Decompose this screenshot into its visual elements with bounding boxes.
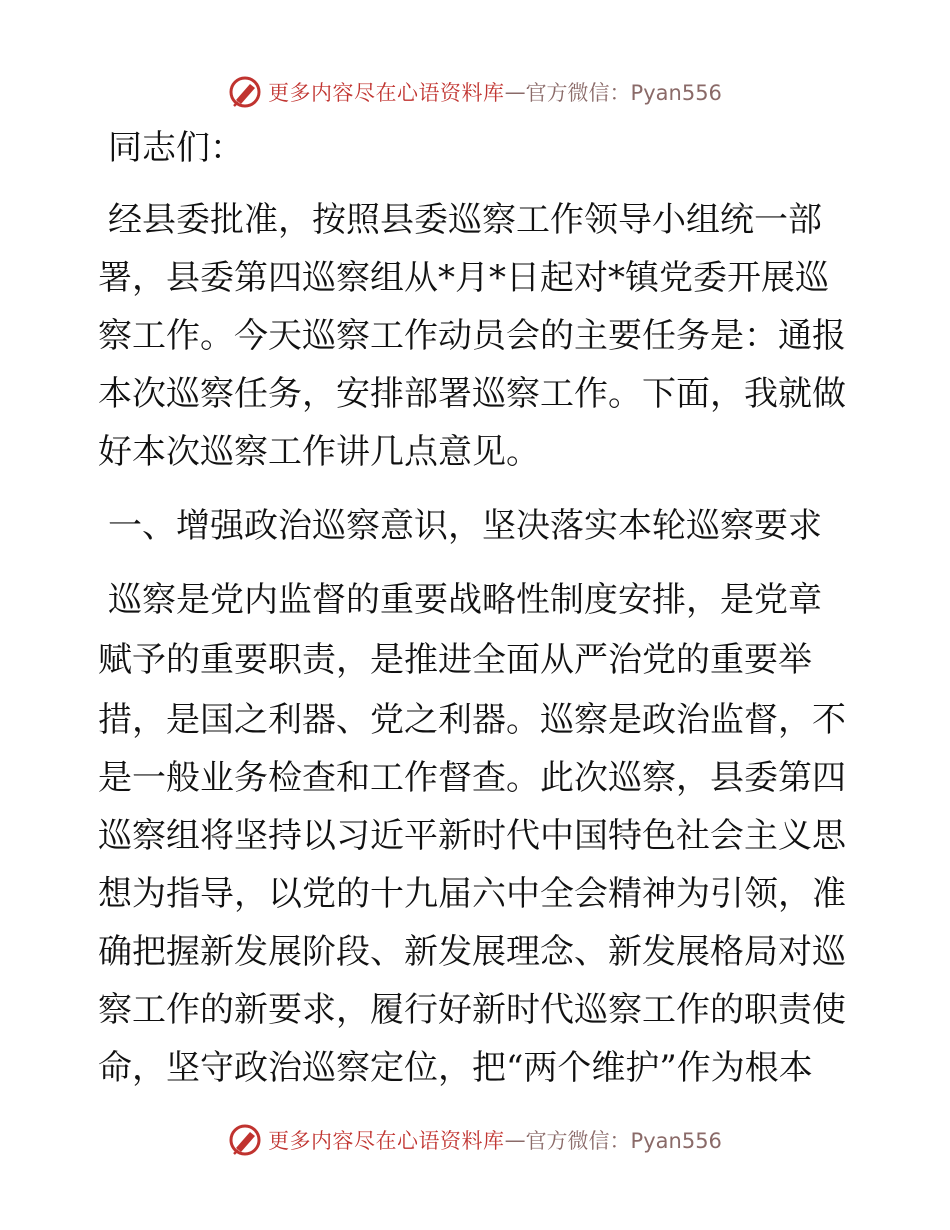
banner-brand-text: 更多内容尽在心语资料库 <box>268 1129 505 1153</box>
para2-line-6: 想为指导，以党的十九届六中全会精神为引领，准 <box>98 874 846 914</box>
banner-brand-text: 更多内容尽在心语资料库 <box>268 81 505 105</box>
para1-line-3: 察工作。今天巡察工作动员会的主要任务是：通报 <box>98 316 846 356</box>
para1-line-5: 好本次巡察工作讲几点意见。 <box>98 432 540 472</box>
para2-line-8: 察工作的新要求，履行好新时代巡察工作的职责使 <box>98 990 846 1030</box>
para2-line-9: 命，坚守政治巡察定位，把“两个维护”作为根本 <box>98 1048 813 1088</box>
para2-line-1: 巡察是党内监督的重要战略性制度安排，是党章 <box>108 580 822 620</box>
banner-separator: — <box>504 80 526 104</box>
banner-account-text: 官方微信：Pyan556 <box>525 81 722 105</box>
pen-logo-icon <box>228 74 264 110</box>
para2-line-3: 措，是国之利器、党之利器。巡察是政治监督，不 <box>98 700 846 740</box>
banner-separator: — <box>504 1128 526 1152</box>
para2-line-2: 赋予的重要职责，是推进全面从严治党的重要举 <box>98 640 812 680</box>
para2-line-7: 确把握新发展阶段、新发展理念、新发展格局对巡 <box>98 932 846 972</box>
header-banner <box>0 70 950 114</box>
greeting: 同志们： <box>108 128 244 168</box>
footer-banner <box>0 1118 950 1162</box>
para2-line-5: 巡察组将坚持以习近平新时代中国特色社会主义思 <box>98 816 846 856</box>
para1-line-4: 本次巡察任务，安排部署巡察工作。下面，我就做 <box>98 374 846 414</box>
para2-line-4: 是一般业务检查和工作督查。此次巡察，县委第四 <box>98 758 846 798</box>
para1-line-2: 署，县委第四巡察组从*月*日起对*镇党委开展巡 <box>98 258 829 298</box>
banner-account-text: 官方微信：Pyan556 <box>525 1129 722 1153</box>
pen-logo-icon <box>228 1122 264 1158</box>
para1-line-1: 经县委批准，按照县委巡察工作领导小组统一部 <box>108 200 822 240</box>
section-heading-1: 一、增强政治巡察意识，坚决落实本轮巡察要求 <box>108 506 822 546</box>
